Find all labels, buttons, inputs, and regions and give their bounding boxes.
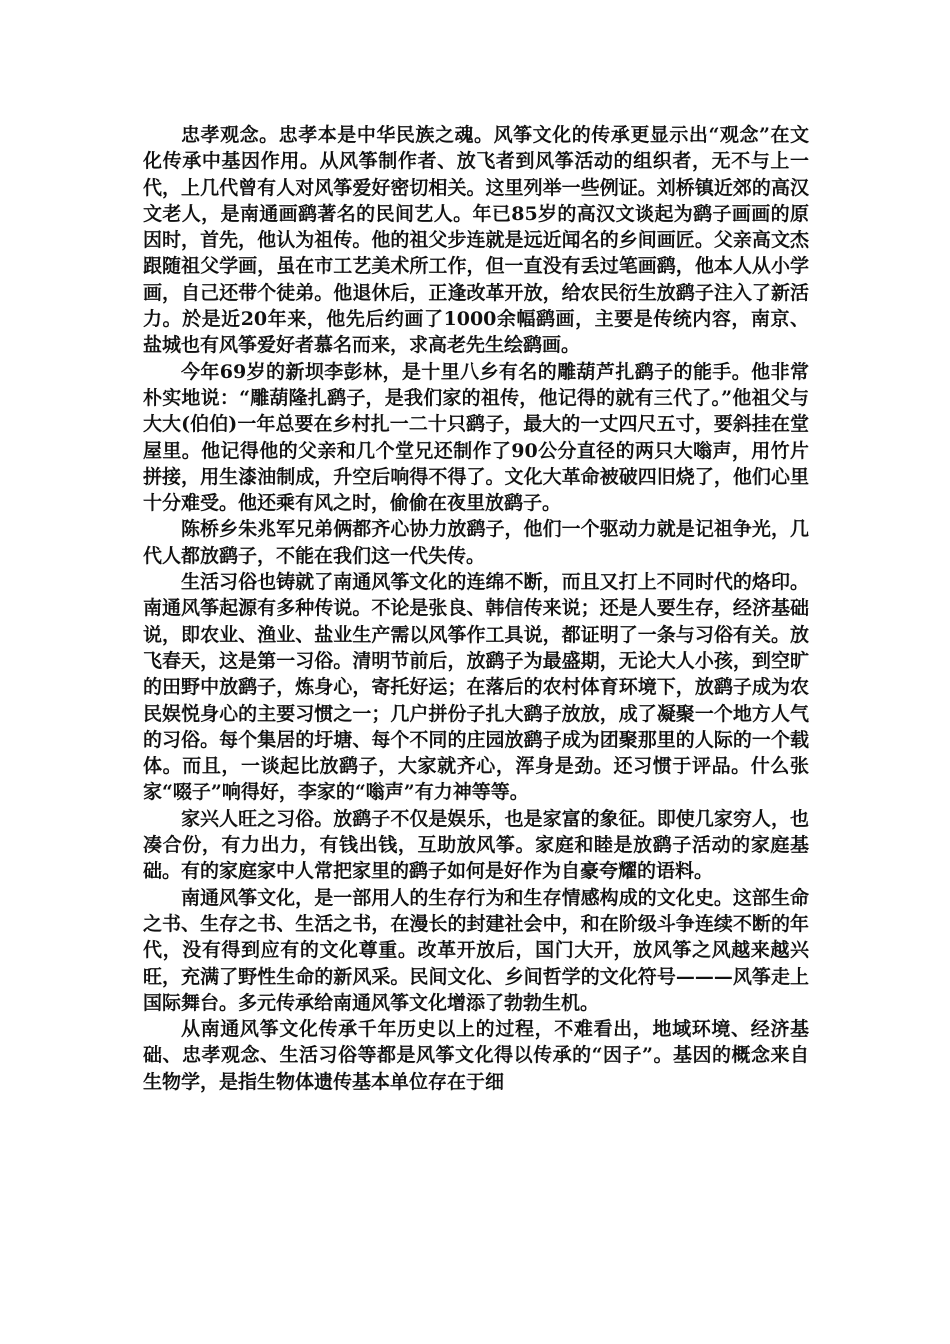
paragraph-zhu-brothers: 陈桥乡朱兆军兄弟俩都齐心协力放鹞子，他们一个驱动力就是记祖争光，几代人都放鹞子，不能在我们这一代失传。: [143, 518, 809, 567]
paragraph-inheritance-factors: 从南通风筝文化传承千年历史以上的过程，不难看出，地域环境、经济基础、忠孝观念、生活习俗等都是风筝文化得以传承的“因子”。基因的概念来自生物学，是指生物体遗传基本单位存在于细: [143, 1018, 809, 1093]
paragraph-culture-history: 南通风筝文化，是一部用人的生存行为和生存情感构成的文化史。这部生命之书、生存之书、生活之书，在漫长的封建社会中，和在阶级斗争连续不断的年代，没有得到应有的文化尊重。改革开放后，国门大开，放风筝之风越来越兴旺，充满了野性生命的新风采。民间文化、乡间哲学的文化符号———风筝走上国际舞台。多元传承给南通风筝文化增添了勃勃生机。: [143, 886, 809, 1014]
document-page: [143, 122, 809, 1095]
paragraph-life-customs: 生活习俗也铸就了南通风筝文化的连绵不断，而且又打上不同时代的烙印。南通风筝起源有多种传说。不论是张良、韩信传来说；还是人要生存，经济基础说，即农业、渔业、盐业生产需以风筝作工具说，都证明了一条与习俗有关。放飞春天，这是第一习俗。清明节前后，放鹞子为最盛期，无论大人小孩，到空旷的田野中放鹞子，炼身心，寄托好运；在落后的农村体育环境下，放鹞子成为农民娱悦身心的主要习惯之一；几户拼份子扎大鹞子放放，成了凝聚一个地方人气的习俗。每个集居的圩塘、每个不同的庄园放鹞子成为团聚那里的人际的一个载体。而且，一谈起比放鹞子，大家就齐心，浑身是劲。还习惯于评品。什么张家“啜子”响得好，李家的“嗡声”有力神等等。: [143, 571, 809, 804]
paragraph-family-prosperity: 家兴人旺之习俗。放鹞子不仅是娱乐，也是家富的象征。即使几家穷人，也凑合份，有力出力，有钱出钱，互助放风筝。家庭和睦是放鹞子活动的家庭基础。有的家庭家中人常把家里的鹞子如何是好作为自豪夸耀的语料。: [143, 807, 809, 883]
paragraph-li-penglin: 今年69岁的新坝李彭林，是十里八乡有名的雕葫芦扎鹞子的能手。他非常朴实地说：“雕葫隆扎鹞子，是我们家的祖传，他记得的就有三代了。”他祖父与大大(伯伯)一年总要在乡村扎一二十只鹞子，最大的一丈四尺五寸，要斜挂在堂屋里。他记得他的父亲和几个堂兄还制作了90公分直径的两只大嗡声，用竹片拼接，用生漆油制成，升空后响得不得了。文化大革命被破四旧烧了，他们心里十分难受。他还乘有风之时，偷偷在夜里放鹞子。: [143, 360, 809, 515]
paragraph-filial-piety: 忠孝观念。忠孝本是中华民族之魂。风筝文化的传承更显示出“观念”在文化传承中基因作用。从风筝制作者、放飞者到风筝活动的组织者，无不与上一代，上几代曾有人对风筝爱好密切相关。这里列举一些例证。刘桥镇近郊的高汉文老人，是南通画鹞著名的民间艺人。年已85岁的高汉文谈起为鹞子画画的原因时，首先，他认为祖传。他的祖父步连就是远近闻名的乡间画匠。父亲高文杰跟随祖父学画，虽在市工艺美术所工作，但一直没有丢过笔画鹞，他本人从小学画，自己还带个徒弟。他退休后，正逢改革开放，给农民衍生放鹞子注入了新活力。於是近20年来，他先后约画了1000余幅鹞画，主要是传统内容，南京、盐城也有风筝爱好者慕名而来，求高老先生绘鹞画。: [143, 124, 809, 357]
